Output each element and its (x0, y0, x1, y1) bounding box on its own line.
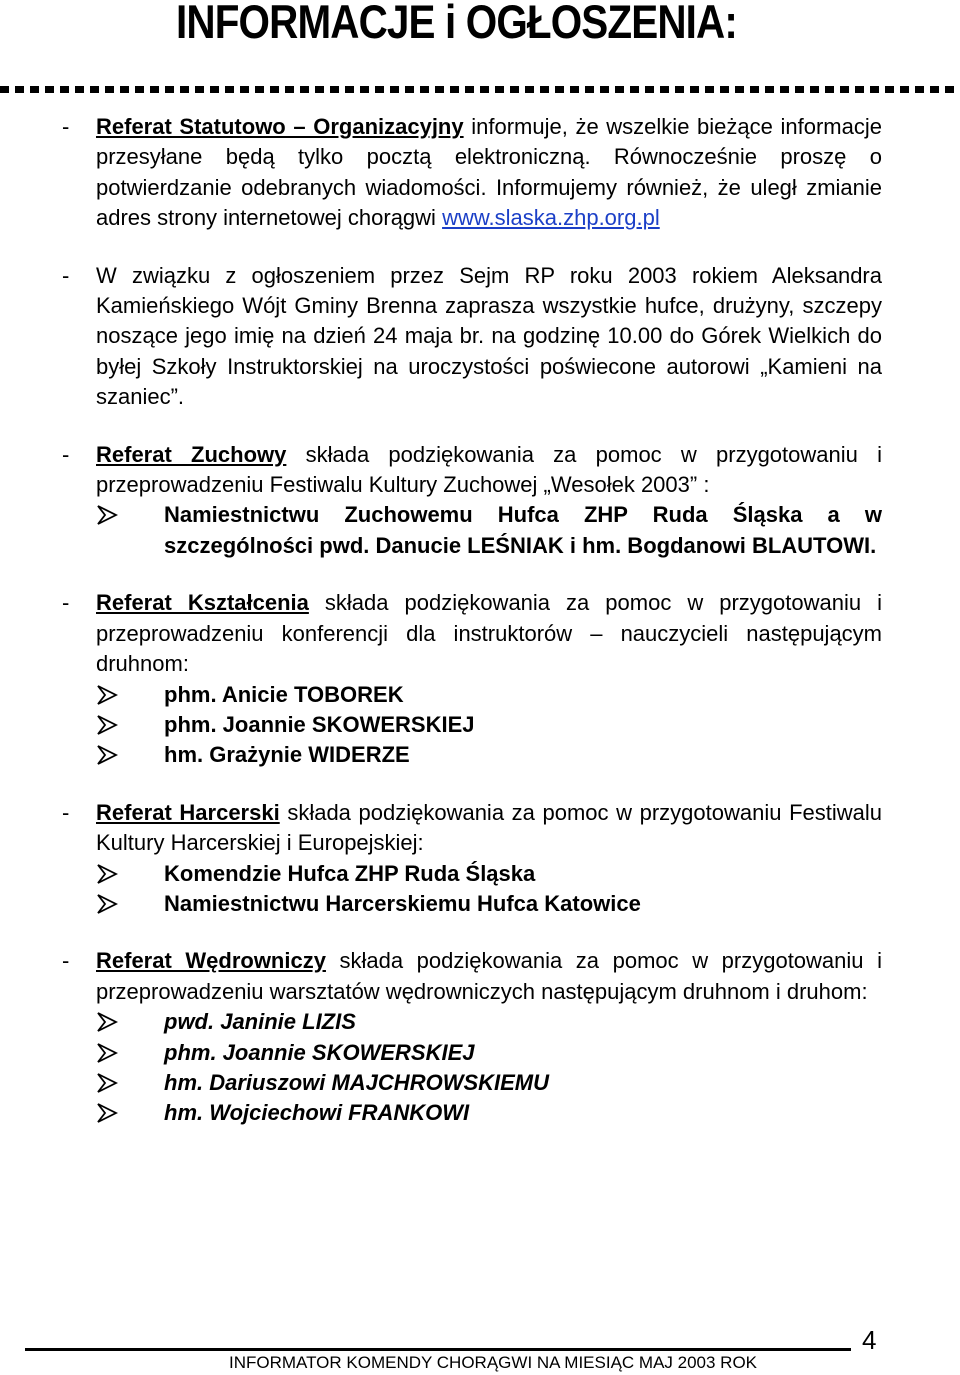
announcement-4 (0, 588, 960, 770)
announcement-text (96, 440, 882, 501)
thanks-recipient: hm. Dariuszowi MAJCHROWSKIEMU (164, 1069, 550, 1095)
thanks-list-item (96, 740, 882, 770)
thanks-recipient: pwd. Janinie LIZIS (164, 1009, 356, 1035)
announcement-text (96, 588, 882, 679)
announcement-text (96, 798, 882, 859)
arrowhead-bullet-icon (96, 1042, 118, 1064)
page-number: 4 (862, 1325, 877, 1355)
thanks-recipient: Namiestnictwu Harcerskiemu Hufca Katowice (164, 890, 641, 916)
announcement-1 (0, 112, 960, 234)
arrowhead-bullet-icon (96, 1102, 118, 1124)
department-name: Referat Statutowo – Organizacyjny (96, 114, 464, 139)
announcement-body: informuje, że wszelkie bieżące informacje przesyłane będą tylko pocztą elektroniczną. Równocześnie proszę o potwierdzanie odebranych wiadomości. Informujemy również, że uległ zmianie adres strony internetowej chorągwi (96, 114, 882, 231)
thanks-list-item (96, 1068, 882, 1098)
announcement-2 (0, 261, 960, 413)
footer-divider (25, 1348, 851, 1351)
thanks-list (0, 500, 960, 561)
announcement-body: składa podziękowania za pomoc w przygotowaniu i przeprowadzeniu Festiwalu Kultury Zuchowej „Wesołek 2003” : (96, 441, 882, 498)
announcement-dash: - (62, 948, 70, 974)
footer-text: INFORMATOR KOMENDY CHORĄGWI NA MIESIĄC MAJ 2003 ROK (228, 1353, 758, 1372)
arrowhead-bullet-icon (96, 1011, 118, 1033)
announcement-6 (0, 946, 960, 1128)
department-name: Referat Zuchowy (96, 441, 287, 467)
page-title: INFORMACJE i OGŁOSZENIA: (176, 0, 737, 48)
thanks-list (0, 680, 960, 771)
thanks-recipient: hm. Wojciechowi FRANKOWI (164, 1100, 470, 1126)
thanks-list-item (96, 1038, 882, 1068)
announcement-text (96, 261, 882, 413)
announcement-body: składa podziękowania za pomoc w przygotowaniu Festiwalu Kultury Harcerskiej i Europejskiej: (96, 799, 882, 856)
announcement-text (96, 946, 882, 1007)
announcement-dash: - (62, 441, 70, 467)
arrowhead-bullet-icon (96, 1072, 118, 1094)
thanks-list (0, 1007, 960, 1129)
department-name: Referat Harcerski (96, 799, 280, 825)
announcement-dash: - (62, 799, 70, 825)
arrowhead-bullet-icon (96, 684, 118, 706)
announcement-3 (0, 440, 960, 562)
thanks-list-item (96, 1098, 882, 1128)
header-divider (0, 86, 960, 93)
department-name: Referat Kształcenia (96, 590, 309, 616)
thanks-list-item (96, 680, 882, 710)
thanks-list-item (96, 889, 882, 919)
announcement-dash: - (62, 590, 70, 616)
announcement-body: W związku z ogłoszeniem przez Sejm RP roku 2003 rokiem Aleksandra Kamieńskiego Wójt Gminy Brenna zaprasza wszystkie hufce, drużyny, szczepy noszące jego imię na dzień 24 maja br. na godzinę 10.00 do Górek Wielkich do byłej Szkoły Instruktorskiej na uroczystości poświecone autorowi „Kamieni na szaniec”. (96, 262, 882, 410)
announcement-text (96, 112, 882, 234)
thanks-recipient: Namiestnictwu Zuchowemu Hufca ZHP Ruda Śląska a w szczególności pwd. Danucie LEŚNIAK i hm. Bogdanowi BLAUTOWI. (164, 502, 882, 558)
announcement-dash: - (62, 114, 70, 139)
announcements-list (0, 112, 960, 1156)
thanks-recipient: Komendzie Hufca ZHP Ruda Śląska (164, 860, 536, 886)
announcement-body: składa podziękowania za pomoc w przygotowaniu i przeprowadzeniu konferencji dla instruktorów – nauczycieli następującym druhnom: (96, 590, 882, 677)
thanks-list (0, 859, 960, 920)
department-name: Referat Wędrowniczy (96, 948, 326, 974)
announcement-dash: - (62, 262, 70, 288)
thanks-list-item (96, 710, 882, 740)
thanks-list-item (96, 500, 882, 561)
announcement-5 (0, 798, 960, 920)
thanks-recipient: phm. Joannie SKOWERSKIEJ (164, 711, 475, 737)
thanks-recipient: hm. Grażynie WIDERZE (164, 742, 410, 768)
website-link[interactable]: www.slaska.zhp.org.pl (442, 205, 660, 231)
announcement-body: składa podziękowania za pomoc w przygotowaniu i przeprowadzeniu warsztatów wędrowniczych następującym druhnom i druhom: (96, 948, 882, 1004)
thanks-list-item (96, 859, 882, 889)
arrowhead-bullet-icon (96, 744, 118, 766)
arrowhead-bullet-icon (96, 714, 118, 736)
arrowhead-bullet-icon (96, 504, 118, 526)
thanks-list-item (96, 1007, 882, 1037)
arrowhead-bullet-icon (96, 893, 118, 915)
thanks-recipient: phm. Anicie TOBOREK (164, 681, 404, 707)
thanks-recipient: phm. Joannie SKOWERSKIEJ (164, 1039, 475, 1065)
arrowhead-bullet-icon (96, 863, 118, 885)
